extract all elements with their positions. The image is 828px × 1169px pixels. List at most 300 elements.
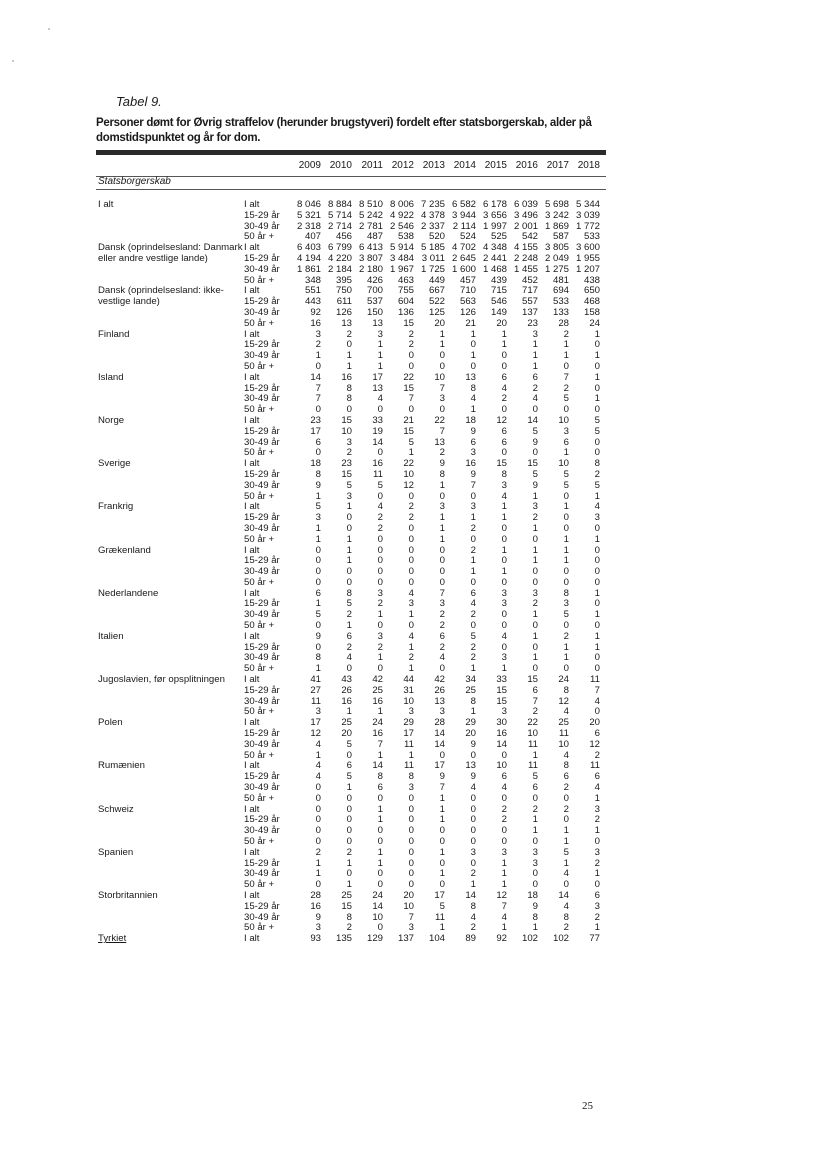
cell-value: 13: [465, 371, 476, 383]
cell-value: 2: [594, 749, 600, 761]
cell-value: 452: [521, 274, 538, 286]
year-header-1: 2010: [329, 160, 352, 171]
cell-value: 5: [346, 479, 352, 491]
country-label: Frankrig: [98, 501, 134, 513]
cell-value: 3: [408, 782, 414, 794]
cell-value: 1: [470, 350, 476, 362]
cell-value: 546: [490, 296, 507, 308]
cell-value: 11: [435, 911, 445, 923]
cell-value: 4: [470, 393, 476, 405]
cell-value: 6: [315, 587, 321, 599]
cell-value: 3: [501, 479, 507, 491]
cell-value: 2: [439, 447, 445, 459]
cell-value: 4 194: [296, 252, 321, 264]
cell-value: 0: [315, 404, 321, 416]
cell-value: 1: [563, 501, 569, 513]
cell-value: 15: [403, 382, 414, 394]
cell-value: 3: [594, 900, 600, 912]
cell-value: 1: [594, 609, 600, 621]
age-group-label: I alt: [244, 587, 260, 599]
cell-value: 7 235: [420, 199, 445, 210]
age-group-label: 50 år +: [244, 620, 275, 632]
cell-value: 0: [501, 749, 507, 761]
cell-value: 33: [372, 414, 383, 426]
cell-value: 15: [403, 425, 414, 437]
cell-value: 457: [459, 274, 476, 286]
cell-value: 17: [403, 728, 414, 740]
cell-value: 1: [346, 544, 352, 556]
cell-value: 6: [501, 371, 507, 383]
cell-value: 1: [532, 339, 538, 351]
cell-value: 2: [501, 393, 507, 405]
cell-value: 463: [397, 274, 414, 286]
cell-value: 1 725: [420, 263, 445, 275]
cell-value: 43: [341, 674, 352, 686]
cell-value: 5 185: [420, 242, 445, 254]
cell-value: 3: [439, 598, 445, 610]
column-group-label: Statsborgerskab: [98, 176, 171, 187]
cell-value: 1: [346, 857, 352, 869]
cell-value: 487: [366, 231, 383, 243]
cell-value: 0: [377, 447, 383, 459]
cell-value: 5: [408, 436, 414, 448]
table-row: [0, 686, 828, 697]
cell-value: 2: [346, 328, 352, 340]
cell-value: 0: [563, 620, 569, 632]
cell-value: 0: [439, 350, 445, 362]
cell-value: 6 799: [327, 242, 352, 254]
cell-value: 1: [470, 404, 476, 416]
cell-value: 20: [403, 890, 414, 901]
cell-value: 0: [408, 404, 414, 416]
cell-value: 5 344: [575, 199, 600, 210]
cell-value: 2 180: [358, 263, 383, 275]
cell-value: 4: [594, 782, 600, 794]
cell-value: 6: [594, 771, 600, 783]
cell-value: 15: [341, 900, 352, 912]
cell-value: 1: [563, 641, 569, 653]
table-row: [0, 308, 828, 319]
cell-value: 1: [501, 544, 507, 556]
cell-value: 5: [315, 609, 321, 621]
cell-value: 700: [366, 285, 383, 297]
cell-value: 6: [470, 436, 476, 448]
cell-value: 650: [583, 285, 600, 297]
cell-value: 4: [315, 738, 321, 750]
cell-value: 0: [594, 566, 600, 578]
age-group-label: 30-49 år: [244, 911, 280, 923]
table-row: [0, 513, 828, 524]
cell-value: 44: [403, 674, 414, 686]
cell-value: 11: [311, 695, 321, 707]
cell-value: 3: [346, 490, 352, 502]
cell-value: 2: [470, 609, 476, 621]
table-row: [0, 610, 828, 621]
cell-value: 0: [594, 555, 600, 567]
cell-value: 0: [408, 868, 414, 880]
cell-value: 755: [397, 285, 414, 297]
table-row: [0, 340, 828, 351]
cell-value: 1 772: [575, 220, 600, 232]
cell-value: 4: [439, 652, 445, 664]
cell-value: 2: [408, 339, 414, 351]
cell-value: 2: [377, 598, 383, 610]
cell-value: 1 869: [544, 220, 569, 232]
cell-value: 1: [501, 328, 507, 340]
cell-value: 6 582: [451, 199, 476, 210]
cell-value: 149: [490, 306, 507, 318]
cell-value: 1: [532, 749, 538, 761]
cell-value: 22: [403, 458, 414, 470]
cell-value: 1: [532, 555, 538, 567]
cell-value: 0: [408, 846, 414, 858]
age-group-label: 30-49 år: [244, 738, 280, 750]
cell-value: 4: [346, 652, 352, 664]
cell-value: 0: [470, 620, 476, 632]
cell-value: 126: [459, 306, 476, 318]
cell-value: 7: [315, 393, 321, 405]
cell-value: 136: [397, 306, 414, 318]
table-row: [0, 459, 828, 470]
cell-value: 1 207: [575, 263, 600, 275]
cell-value: 0: [563, 879, 569, 891]
cell-value: 22: [403, 371, 414, 383]
cell-value: 34: [465, 674, 476, 686]
cell-value: 3: [470, 846, 476, 858]
cell-value: 0: [439, 879, 445, 891]
cell-value: 0: [470, 576, 476, 588]
cell-value: 1: [470, 566, 476, 578]
cell-value: 0: [315, 825, 321, 837]
cell-value: 407: [304, 231, 321, 243]
cell-value: 4: [501, 630, 507, 642]
cell-value: 135: [335, 933, 352, 945]
cell-value: 1: [377, 814, 383, 826]
cell-value: 8 006: [389, 199, 414, 210]
age-group-label: 15-29 år: [244, 728, 280, 740]
cell-value: 1: [532, 609, 538, 621]
cell-value: 2 441: [482, 252, 507, 264]
cell-value: 137: [521, 306, 538, 318]
cell-value: 3: [439, 706, 445, 718]
cell-value: 0: [563, 522, 569, 534]
cell-value: 1: [532, 350, 538, 362]
cell-value: 438: [583, 274, 600, 286]
cell-value: 3: [470, 447, 476, 459]
cell-value: 1: [501, 663, 507, 675]
cell-value: 126: [335, 306, 352, 318]
cell-value: 9: [315, 630, 321, 642]
cell-value: 2: [377, 522, 383, 534]
cell-value: 1: [594, 393, 600, 405]
cell-value: 92: [496, 933, 507, 945]
cell-value: 2: [439, 609, 445, 621]
age-group-label: 15-29 år: [244, 598, 280, 610]
cell-value: 1: [470, 663, 476, 675]
cell-value: 5 914: [389, 242, 414, 254]
cell-value: 21: [403, 414, 414, 426]
country-label: Dansk (oprindelsesland: ikke-vestlige lande): [98, 285, 224, 308]
cell-value: 7: [377, 738, 383, 750]
cell-value: 439: [490, 274, 507, 286]
cell-value: 6: [439, 630, 445, 642]
cell-value: 4: [501, 911, 507, 923]
cell-value: 10: [372, 911, 383, 923]
country-label: Island: [98, 371, 124, 383]
cell-value: 1: [346, 706, 352, 718]
cell-value: 9: [532, 436, 538, 448]
cell-value: 13: [465, 760, 476, 772]
cell-value: 3: [377, 630, 383, 642]
table-row: [0, 653, 828, 664]
cell-value: 0: [377, 868, 383, 880]
cell-value: 1: [532, 922, 538, 934]
table-row: [0, 254, 828, 265]
cell-value: 0: [501, 576, 507, 588]
cell-value: 0: [408, 544, 414, 556]
cell-value: 26: [341, 684, 352, 696]
cell-value: 0: [346, 566, 352, 578]
cell-value: 0: [470, 339, 476, 351]
cell-value: 0: [408, 803, 414, 815]
cell-value: 1: [594, 328, 600, 340]
cell-value: 3: [377, 328, 383, 340]
table-row: [0, 535, 828, 546]
cell-value: 0: [408, 490, 414, 502]
cell-value: 8: [377, 771, 383, 783]
cell-value: 11: [404, 760, 414, 772]
cell-value: 2: [408, 328, 414, 340]
age-group-label: I alt: [244, 199, 260, 210]
age-group-label: 30-49 år: [244, 479, 280, 491]
cell-value: 4: [501, 490, 507, 502]
cell-value: 0: [346, 792, 352, 804]
cell-value: 0: [470, 792, 476, 804]
cell-value: 41: [310, 674, 321, 686]
cell-value: 0: [346, 868, 352, 880]
table-row: [0, 891, 828, 902]
cell-value: 0: [315, 447, 321, 459]
cell-value: 3: [315, 512, 321, 524]
cell-value: 0: [594, 436, 600, 448]
cell-value: 6: [532, 684, 538, 696]
cell-value: 0: [377, 836, 383, 848]
cell-value: 0: [346, 404, 352, 416]
cell-value: 3: [501, 652, 507, 664]
table-row: [0, 362, 828, 373]
cell-value: 0: [408, 533, 414, 545]
cell-value: 7: [501, 900, 507, 912]
cell-value: 1: [408, 663, 414, 675]
cell-value: 13: [434, 695, 445, 707]
cell-value: 25: [372, 684, 383, 696]
cell-value: 2: [563, 328, 569, 340]
cell-value: 18: [527, 890, 538, 901]
table-row: [0, 265, 828, 276]
cell-value: 2 248: [513, 252, 538, 264]
cell-value: 1 955: [575, 252, 600, 264]
cell-value: 158: [583, 306, 600, 318]
cell-value: 31: [403, 684, 414, 696]
cell-value: 25: [465, 684, 476, 696]
year-header-5: 2014: [453, 160, 476, 171]
cell-value: 0: [532, 620, 538, 632]
cell-value: 0: [594, 339, 600, 351]
cell-value: 24: [372, 890, 383, 901]
cell-value: 4 378: [420, 209, 445, 221]
cell-value: 2: [408, 501, 414, 513]
cell-value: 1: [563, 555, 569, 567]
cell-value: 0: [377, 663, 383, 675]
age-group-label: 30-49 år: [244, 522, 280, 534]
cell-value: 20: [465, 728, 476, 740]
cell-value: 9: [470, 468, 476, 480]
cell-value: 0: [346, 512, 352, 524]
cell-value: 18: [310, 458, 321, 470]
cell-value: 525: [490, 231, 507, 243]
age-group-label: 30-49 år: [244, 220, 280, 232]
cell-value: 1: [532, 652, 538, 664]
cell-value: 4: [501, 782, 507, 794]
cell-value: 1: [377, 803, 383, 815]
cell-value: 1: [501, 868, 507, 880]
cell-value: 4 348: [482, 242, 507, 254]
cell-value: 10: [434, 371, 445, 383]
table-row: [0, 427, 828, 438]
cell-value: 8: [563, 587, 569, 599]
cell-value: 0: [408, 555, 414, 567]
cell-value: 4 155: [513, 242, 538, 254]
cell-value: 3: [408, 922, 414, 934]
age-group-label: 30-49 år: [244, 263, 280, 275]
cell-value: 1: [439, 792, 445, 804]
cell-value: 8: [439, 468, 445, 480]
cell-value: 7: [408, 393, 414, 405]
cell-value: 1: [439, 328, 445, 340]
cell-value: 0: [501, 620, 507, 632]
cell-value: 4: [377, 393, 383, 405]
cell-value: 443: [304, 296, 321, 308]
cell-value: 2: [594, 911, 600, 923]
cell-value: 14: [496, 738, 507, 750]
cell-value: 13: [372, 317, 383, 329]
cell-value: 16: [341, 371, 352, 383]
cell-value: 6: [377, 782, 383, 794]
cell-value: 11: [528, 760, 538, 772]
cell-value: 551: [304, 285, 321, 297]
cell-value: 12: [310, 728, 321, 740]
cell-value: 0: [532, 576, 538, 588]
age-group-label: 50 år +: [244, 576, 275, 588]
cell-value: 16: [465, 458, 476, 470]
cell-value: 24: [558, 674, 569, 686]
cell-value: 3: [594, 803, 600, 815]
cell-value: 7: [315, 382, 321, 394]
cell-value: 0: [346, 836, 352, 848]
cell-value: 25: [341, 890, 352, 901]
cell-value: 0: [501, 360, 507, 372]
cell-value: 0: [594, 836, 600, 848]
cell-value: 694: [552, 285, 569, 297]
cell-value: 1 600: [451, 263, 476, 275]
cell-value: 20: [496, 317, 507, 329]
country-label: Schweiz: [98, 803, 134, 815]
cell-value: 1: [470, 555, 476, 567]
scan-speck: [12, 60, 14, 62]
table-row: [0, 405, 828, 416]
cell-value: 3: [501, 598, 507, 610]
cell-value: 2: [563, 630, 569, 642]
cell-value: 14: [372, 900, 383, 912]
table-row: [0, 589, 828, 600]
cell-value: 3 484: [389, 252, 414, 264]
cell-value: 8: [594, 458, 600, 470]
cell-value: 2: [346, 609, 352, 621]
year-header-9: 2018: [577, 160, 600, 171]
cell-value: 8: [470, 382, 476, 394]
cell-value: 1: [346, 555, 352, 567]
age-group-label: I alt: [244, 414, 260, 426]
cell-value: 0: [470, 490, 476, 502]
cell-value: 5 321: [296, 209, 321, 221]
cell-value: 29: [465, 717, 476, 729]
cell-value: 3 656: [482, 209, 507, 221]
cell-value: 89: [465, 933, 476, 945]
cell-value: 8: [470, 695, 476, 707]
cell-value: 1: [563, 544, 569, 556]
age-group-label: 15-29 år: [244, 814, 280, 826]
cell-value: 7: [563, 371, 569, 383]
cell-value: 0: [532, 641, 538, 653]
cell-value: 0: [377, 533, 383, 545]
cell-value: 3 944: [451, 209, 476, 221]
cell-value: 2: [563, 782, 569, 794]
cell-value: 4: [408, 587, 414, 599]
cell-value: 5: [377, 479, 383, 491]
table-row: [0, 815, 828, 826]
cell-value: 27: [310, 684, 321, 696]
cell-value: 104: [428, 933, 445, 945]
cell-value: 3: [532, 846, 538, 858]
cell-value: 14: [434, 728, 445, 740]
cell-value: 1: [439, 522, 445, 534]
cell-value: 0: [470, 857, 476, 869]
cell-value: 2 318: [296, 220, 321, 232]
cell-value: 1: [532, 814, 538, 826]
age-group-label: 30-49 år: [244, 782, 280, 794]
cell-value: 1: [501, 879, 507, 891]
cell-value: 150: [366, 306, 383, 318]
cell-value: 2: [408, 652, 414, 664]
cell-value: 2: [501, 814, 507, 826]
age-group-label: I alt: [244, 760, 260, 772]
age-group-label: I alt: [244, 933, 260, 945]
cell-value: 5: [470, 630, 476, 642]
cell-value: 0: [377, 566, 383, 578]
cell-value: 2: [408, 512, 414, 524]
age-group-label: I alt: [244, 458, 260, 470]
table-row: [0, 319, 828, 330]
cell-value: 0: [594, 652, 600, 664]
cell-value: 1: [594, 533, 600, 545]
cell-value: 1: [315, 663, 321, 675]
cell-value: 0: [594, 544, 600, 556]
cell-value: 1: [346, 350, 352, 362]
age-group-label: 50 år +: [244, 317, 275, 329]
cell-value: 9: [532, 900, 538, 912]
table-row: [0, 524, 828, 535]
cell-value: 0: [594, 522, 600, 534]
